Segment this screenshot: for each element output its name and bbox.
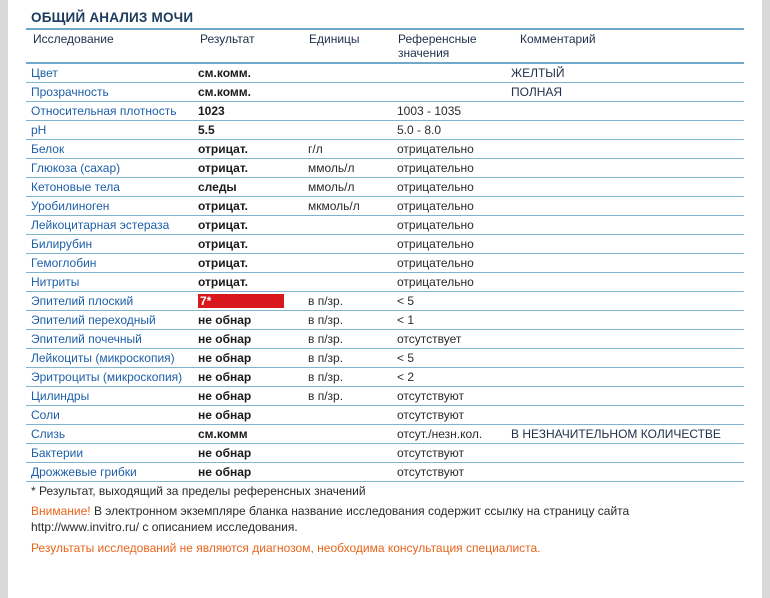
test-name[interactable]: Соли — [31, 408, 60, 422]
test-name[interactable]: Эритроциты (микроскопия) — [31, 370, 183, 384]
test-reference: < 5 — [397, 294, 415, 308]
test-result: отрицат. — [198, 142, 248, 156]
table-row — [26, 273, 744, 292]
table-row — [26, 121, 744, 140]
test-reference: отрицательно — [397, 256, 474, 270]
test-result: 1023 — [198, 104, 225, 118]
table-row — [26, 330, 744, 349]
attention-link-text[interactable]: http://www.invitro.ru/ с описанием исследования. — [31, 520, 298, 534]
test-name[interactable]: Лейкоциты (микроскопия) — [31, 351, 175, 365]
test-name[interactable]: Бактерии — [31, 446, 84, 460]
column-header-units: Единицы — [309, 32, 360, 46]
test-name[interactable]: Белок — [31, 142, 65, 156]
column-header-result: Результат — [200, 32, 255, 46]
test-comment: ЖЕЛТЫЙ — [511, 66, 565, 80]
flagged-result: 7* — [198, 294, 284, 308]
test-name[interactable]: Цилиндры — [31, 389, 90, 403]
table-row — [26, 197, 744, 216]
test-reference: отрицательно — [397, 275, 474, 289]
test-units: г/л — [308, 142, 323, 156]
test-reference: 5.0 - 8.0 — [397, 123, 442, 137]
column-header-reference — [398, 32, 477, 60]
attention-text: В электронном экземпляре бланка название исследования содержит ссылку на страницу сайта — [90, 504, 630, 518]
test-result: отрицат. — [198, 256, 248, 270]
test-result: не обнар — [198, 465, 252, 479]
test-units: мкмоль/л — [308, 199, 360, 213]
table-row — [26, 140, 744, 159]
table-row — [26, 64, 744, 83]
test-result: не обнар — [198, 332, 252, 346]
table-row — [26, 254, 744, 273]
test-result: 5.5 — [198, 123, 215, 137]
table-row — [26, 235, 744, 254]
test-units: в п/зр. — [308, 370, 344, 384]
attention-note — [31, 503, 629, 519]
test-units: в п/зр. — [308, 313, 344, 327]
test-result: отрицат. — [198, 275, 248, 289]
test-name[interactable]: pH — [31, 123, 47, 137]
test-reference: отрицательно — [397, 199, 474, 213]
test-name[interactable]: Билирубин — [31, 237, 93, 251]
test-units: в п/зр. — [308, 332, 344, 346]
header-top-divider — [26, 28, 744, 30]
table-row — [26, 102, 744, 121]
column-header-name: Исследование — [33, 32, 114, 46]
table-row — [26, 292, 744, 311]
test-reference: отсутствуют — [397, 408, 464, 422]
table-row — [26, 406, 744, 425]
test-name[interactable]: Относительная плотность — [31, 104, 177, 118]
test-units: в п/зр. — [308, 351, 344, 365]
column-header-reference-line1: Референсные — [398, 32, 477, 46]
test-comment: В НЕЗНАЧИТЕЛЬНОМ КОЛИЧЕСТВЕ — [511, 427, 721, 441]
table-row — [26, 311, 744, 330]
test-reference: отсут./незн.кол. — [397, 427, 483, 441]
footnote: * Результат, выходящий за пределы референсных значений — [31, 484, 366, 498]
test-reference: отсутствуют — [397, 389, 464, 403]
test-name[interactable]: Эпителий почечный — [31, 332, 142, 346]
test-units: в п/зр. — [308, 389, 344, 403]
test-result: не обнар — [198, 370, 252, 384]
test-result: отрицат. — [198, 161, 248, 175]
test-units: ммоль/л — [308, 180, 355, 194]
table-row — [26, 425, 744, 444]
test-reference: отрицательно — [397, 161, 474, 175]
column-header-comment: Комментарий — [520, 32, 596, 46]
table-row — [26, 444, 744, 463]
test-reference: отсутствует — [397, 332, 462, 346]
lab-report-page — [8, 0, 762, 598]
test-result: см.комм. — [198, 66, 251, 80]
test-reference: отсутствуют — [397, 465, 464, 479]
report-title: ОБЩИЙ АНАЛИЗ МОЧИ — [31, 10, 194, 25]
test-name[interactable]: Лейкоцитарная эстераза — [31, 218, 170, 232]
disclaimer: Результаты исследований не являются диагнозом, необходима консультация специалиста. — [31, 541, 541, 555]
test-name[interactable]: Гемоглобин — [31, 256, 97, 270]
test-result: не обнар — [198, 408, 252, 422]
test-units: в п/зр. — [308, 294, 344, 308]
table-row — [26, 349, 744, 368]
test-reference: < 5 — [397, 351, 415, 365]
test-result: см.комм — [198, 427, 248, 441]
table-row — [26, 216, 744, 235]
test-result: следы — [198, 180, 237, 194]
test-result: отрицат. — [198, 218, 248, 232]
table-row — [26, 463, 744, 482]
test-units: ммоль/л — [308, 161, 355, 175]
table-row — [26, 387, 744, 406]
test-result: не обнар — [198, 351, 252, 365]
column-header-reference-line2: значения — [398, 46, 450, 60]
test-reference: 1003 - 1035 — [397, 104, 462, 118]
test-reference: отрицательно — [397, 237, 474, 251]
test-reference: < 2 — [397, 370, 415, 384]
test-name[interactable]: Цвет — [31, 66, 58, 80]
table-row — [26, 159, 744, 178]
test-result: не обнар — [198, 389, 252, 403]
test-name[interactable]: Слизь — [31, 427, 66, 441]
test-reference: отрицательно — [397, 218, 474, 232]
test-name[interactable]: Эпителий плоский — [31, 294, 134, 308]
table-row — [26, 178, 744, 197]
test-name[interactable]: Эпителий переходный — [31, 313, 156, 327]
test-name[interactable]: Глюкоза (сахар) — [31, 161, 121, 175]
test-name[interactable]: Дрожжевые грибки — [31, 465, 137, 479]
test-result: отрицат. — [198, 237, 248, 251]
test-result: отрицат. — [198, 199, 248, 213]
test-reference: отрицательно — [397, 180, 474, 194]
test-name[interactable]: Нитриты — [31, 275, 80, 289]
test-name[interactable]: Кетоновые тела — [31, 180, 120, 194]
test-result: не обнар — [198, 313, 252, 327]
test-comment: ПОЛНАЯ — [511, 85, 563, 99]
attention-word: Внимание! — [31, 504, 91, 518]
test-reference: отрицательно — [397, 142, 474, 156]
test-reference: < 1 — [397, 313, 415, 327]
table-row — [26, 83, 744, 102]
test-name[interactable]: Прозрачность — [31, 85, 109, 99]
test-reference: отсутствуют — [397, 446, 464, 460]
test-name[interactable]: Уробилиноген — [31, 199, 110, 213]
test-result: см.комм. — [198, 85, 251, 99]
test-result: не обнар — [198, 446, 252, 460]
table-row — [26, 368, 744, 387]
